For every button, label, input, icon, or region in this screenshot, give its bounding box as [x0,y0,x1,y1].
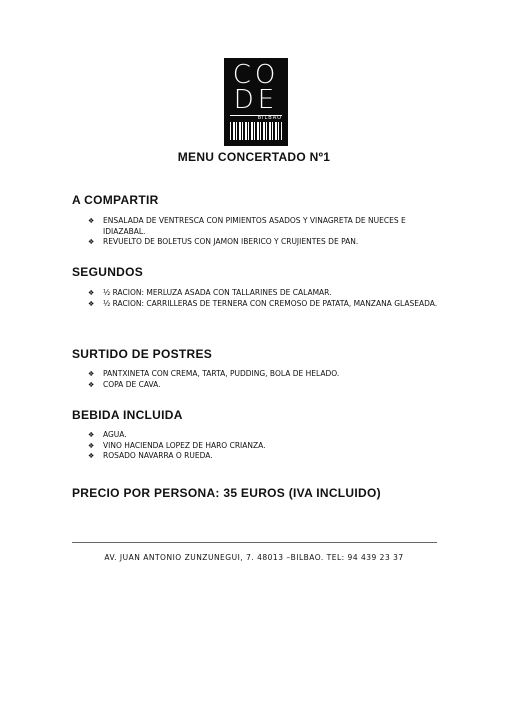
list-item: ❖ VINO HACIENDA LOPEZ DE HARO CRIANZA. [88,440,266,450]
list-item: ❖ ENSALADA DE VENTRESCA CON PIMIENTOS ASADOS Y VINAGRETA DE NUECES E IDIAZABAL. [88,216,406,236]
section-heading-postres: SURTIDO DE POSTRES [72,347,213,361]
logo-line2: DE [233,85,279,115]
section-heading-segundos: SEGUNDOS [72,265,144,279]
footer-address: AV. JUAN ANTONIO ZUNZUNEGUI, 7. 48013 –BILBAO. TEL: 94 439 23 37 [104,553,404,562]
bullet-icon: ❖ [88,380,95,389]
bullet-icon: ❖ [88,238,95,246]
section-list-bebida [88,430,448,462]
barcode-icon [230,122,282,140]
section-list-segundos [88,288,448,309]
bullet-icon: ❖ [88,299,95,308]
bullet-icon: ❖ [88,217,95,225]
list-item: ❖ REVUELTO DE BOLETUS CON JAMON IBERICO Y CRUJIENTES DE PAN. [88,237,359,246]
section-heading-a-compartir: A COMPARTIR [72,193,159,207]
section-list-postres [88,369,448,390]
list-item: ❖ AGUA. [88,430,127,439]
list-item: ❖ ½ RACION: MERLUZA ASADA CON TALLARINES DE CALAMAR. [88,288,332,297]
bullet-icon: ❖ [88,431,95,439]
footer-divider [72,542,437,543]
section-heading-bebida: BEBIDA INCLUIDA [72,408,183,422]
list-item: ❖ ROSADO NAVARRA O RUEDA. [88,451,213,460]
list-item: ❖ ½ RACION: CARRILLERAS DE TERNERA CON CREMOSO DE PATATA, MANZANA GLASEADA. [88,298,438,308]
logo-line1: CO [232,60,280,90]
section-list-a-compartir [88,216,448,248]
restaurant-logo [224,58,288,146]
price-line: PRECIO POR PERSONA: 35 EUROS (IVA INCLUIDO) [72,486,381,500]
bullet-icon: ❖ [88,452,95,460]
bullet-icon: ❖ [88,370,95,378]
bullet-icon: ❖ [88,289,95,297]
menu-title: MENU CONCERTADO Nº1 [177,150,331,164]
list-item: ❖ COPA DE CAVA. [88,379,161,389]
logo-city: BILBAO [257,115,282,121]
bullet-icon: ❖ [88,441,95,450]
list-item: ❖ PANTXINETA CON CREMA, TARTA, PUDDING, BOLA DE HELADO. [88,369,340,378]
